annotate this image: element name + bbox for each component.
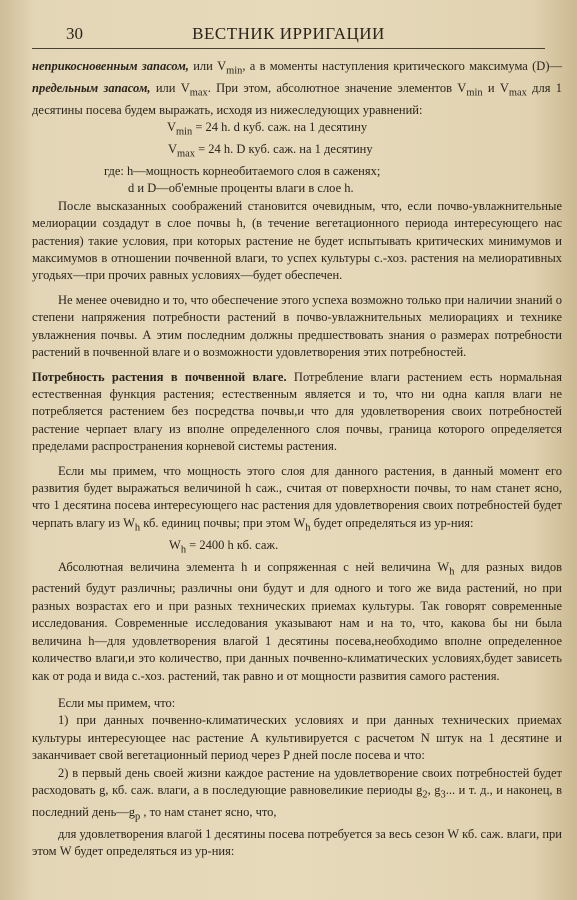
journal-title: ВЕСТНИК ИРРИГАЦИИ xyxy=(192,24,385,43)
where-d-D: d и D—об'емные проценты влаги в слое h. xyxy=(128,181,354,196)
paragraph-item-1: 1) при данных почвенно-климатических условиях и при данных технических приемах культуры интересующее нас растение А культивируется с расчетом N штук на 1 десятине и заканчивает свой вегетационный период через P дней после посева и что: xyxy=(32,713,562,763)
paragraph-item-2: 2) в первый день своей жизни каждое растение на удовлетворение своих потребностей будет расходовать g, кб. саж. влаги, а в последующие равновеликие периоды $g_2$, $g_3$... и т. д., и наконец, в последний $день—g_p$ , то нам станет ясно, что, xyxy=(32,765,563,823)
paragraph-season-total: для удовлетворения влагой 1 десятины посева потребуется за весь сезон W кб. саж. влаги, при этом W будет определяться из ур-ния: xyxy=(32,826,562,859)
paragraph-knowledge: Не менее очевидно и то, что обеспечение этого успеха возможно только при наличии знаний о степени напряжения потребности растений в почво-увлажнительных мелиорациях и технике увлажнения почвы. А этим последним должны предшествовать знания о размерах потребности растений в почвенной влаге и о возможности удовлетворения этих потребностей. xyxy=(32,292,562,360)
paragraph-absolute-value: Абсолютная величина элемента h и сопряженная с ней величина $W_h$ для разных видов растений будут различны; различны они будут и для одного и того же вида растений, но при разных возрастах его и при разных технических приемах культуры. Так говорят современные исследования. Современные исследования указывают нам и на то, что, какова бы ни была величина h—для удовлетворения влагой 1 десятины посева,необходимо вполне определенное количество влаги,и это количество, при данных почвенно-климатических условиях,будет зависеть как от рода и вида с.-хоз. растений, так равно и от мощности развития самого растения. xyxy=(32,559,563,683)
paragraph-conclusion: После высказанных соображений становится очевидным, что, если почво-увлажнительные мелиорации создадут в слое почвы h, (в течение вегетационного периода интересующего нас растения) такие условия, при которых растение не будет испытывать критических минимумов и максимумов в отношении почвенной влаги, то успех культуры с.-хоз. растения на мелиоративных угодьях—при прочих равных условиях—будет обеспечен. xyxy=(32,198,562,283)
formula-vmax: $V_{max} = 24$ h. D куб. саж. на 1 десятину xyxy=(168,142,373,160)
paragraph-storage-definitions: неприкосновенным запасом, или $V_{min}$, а в моменты наступления критического максимума (D)—предельным запасом, или $V_{max}$. При этом, абсолютное значение элементов $V_{min}$ и $V_{max}$ для 1 десятины посева будем выражать, исходя из нижеследующих уравнений: xyxy=(32,59,562,117)
formula-vmin: $V_{min} = 24$ h. d куб. саж. на 1 десятину xyxy=(167,120,368,138)
paragraph-layer: Если мы примем, что мощность этого слоя для данного растения, в данный момент его развития будет выражаться величиной h саж., считая от поверхности почвы, то нам станет ясно, что 1 десятина посева интересующего нас растения для удовлетворения своих потребностей будет черпать влагу из $W_h$ кб. единиц почвы; при этом $W_h$ будет определяться из ур-ния: xyxy=(32,463,562,534)
where-h: где: h—мощность корнеобитаемого слоя в саженях; xyxy=(104,164,381,179)
term-reserve: неприкосновенным запасом, xyxy=(32,59,189,73)
term-limit: предельным запасом, xyxy=(32,80,151,95)
paragraph-plant-need: Потребность растения в почвенной влаге. Потребление влаги растением есть нормальная естественная функция растения; естественным является и то, что ни одна капля влаги не потребляется растением без посредства почвы,и что для удовлетворения своих потребностей растение черпает влагу из вполне определенного слоя почвы, граница которого определяется пределами распространения корневой системы растения. xyxy=(32,369,562,454)
page-header xyxy=(32,22,545,49)
paragraph-assume: Если мы примем, что: xyxy=(58,695,176,710)
formula-wh: $W_h = 2400$ h кб. саж. xyxy=(169,537,279,556)
page-number: 30 xyxy=(66,24,83,43)
section-heading: Потребность растения в почвенной влаге. xyxy=(32,369,287,384)
page-body xyxy=(32,58,562,861)
